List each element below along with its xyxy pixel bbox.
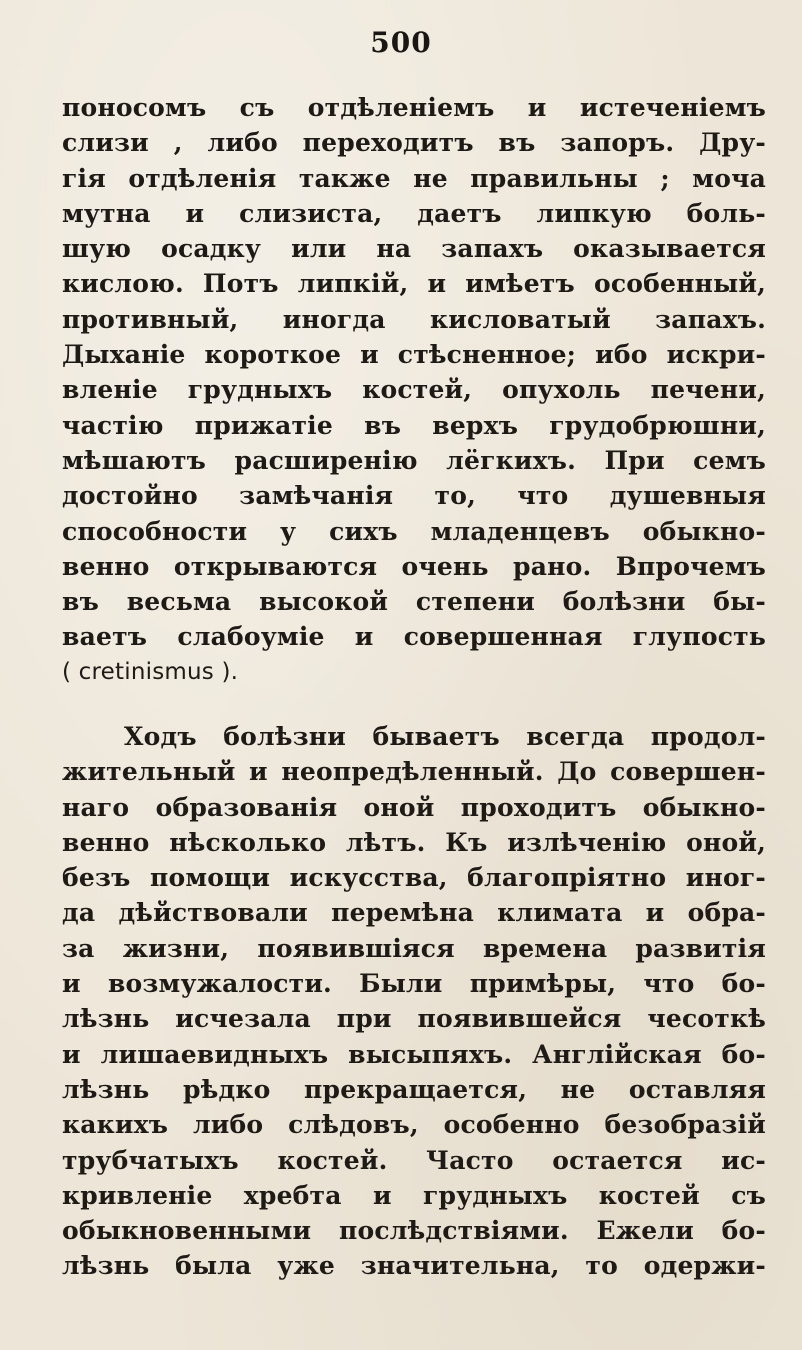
text-line: кривленіе хребта и грудныхъ костей съ [62, 1180, 766, 1210]
text-line: жительный и неопредѣленный. До совершен- [62, 757, 766, 787]
text-line: достойно замѣчанія то, что душевныя [62, 481, 766, 511]
text-line: лѣзнь была уже значительна, то одержи- [62, 1251, 766, 1281]
text-line-latin-term: ( cretinismus ). [62, 658, 239, 685]
text-line: частію прижатіе въ верхъ грудобрюшни, [62, 410, 766, 440]
text-line: противный, иногда кисловатый запахъ. [62, 304, 766, 334]
text-line: способности у сихъ младенцевъ обыкно- [62, 516, 766, 546]
text-line: кислою. Потъ липкій, и имѣетъ особенный, [62, 269, 766, 299]
text-line: Ходъ болѣзни бываетъ всегда продол- [124, 722, 766, 751]
text-line: слизи , либо переходитъ въ запоръ. Дру- [62, 128, 766, 158]
text-line: и лишаевидныхъ высыпяхъ. Англійская бо- [62, 1039, 766, 1069]
text-line: ваетъ слабоуміе и совершенная глупость [62, 622, 766, 652]
text-line: въ весьма высокой степени болѣзни бы- [62, 587, 766, 617]
page-number: 500 [370, 26, 432, 59]
paragraph-2 [62, 719, 766, 1284]
text-line: мѣшаютъ расширенію лёгкихъ. При семъ [62, 445, 766, 475]
text-line: гія отдѣленія также не правильны ; моча [62, 163, 766, 193]
text-line: вленіе грудныхъ костей, опухоль печени, [62, 375, 766, 405]
text-line: венно открываются очень рано. Впрочемъ [62, 551, 766, 581]
text-line: венно нѣсколько лѣтъ. Къ излѣченію оной, [62, 827, 766, 857]
text-line: мутна и слизиста, даетъ липкую боль- [62, 198, 766, 228]
text-line: трубчатыхъ костей. Часто остается ис- [62, 1145, 766, 1175]
text-line: обыкновенными послѣдствіями. Ежели бо- [62, 1216, 766, 1246]
text-line: поносомъ съ отдѣленіемъ и истеченіемъ [62, 93, 766, 122]
text-line: наго образованія оной проходитъ обыкно- [62, 792, 766, 822]
text-line: лѣзнь рѣдко прекращается, не оставляя [62, 1074, 766, 1104]
text-line: безъ помощи искусства, благопріятно иног- [62, 863, 766, 893]
paragraph-1 [62, 90, 766, 690]
text-line: за жизни, появившіяся времена развитія [62, 933, 766, 963]
text-line: Дыханіе короткое и стѣсненное; ибо искри- [62, 340, 766, 370]
text-line: да дѣйствовали перемѣна климата и обра- [62, 898, 766, 928]
text-line: лѣзнь исчезала при появившейся чесоткѣ [62, 1004, 766, 1034]
text-line: и возмужалости. Были примѣры, что бо- [62, 969, 766, 999]
text-line: шую осадку или на запахъ оказывается [62, 234, 766, 264]
text-line: какихъ либо слѣдовъ, особенно безобразій [62, 1110, 766, 1140]
